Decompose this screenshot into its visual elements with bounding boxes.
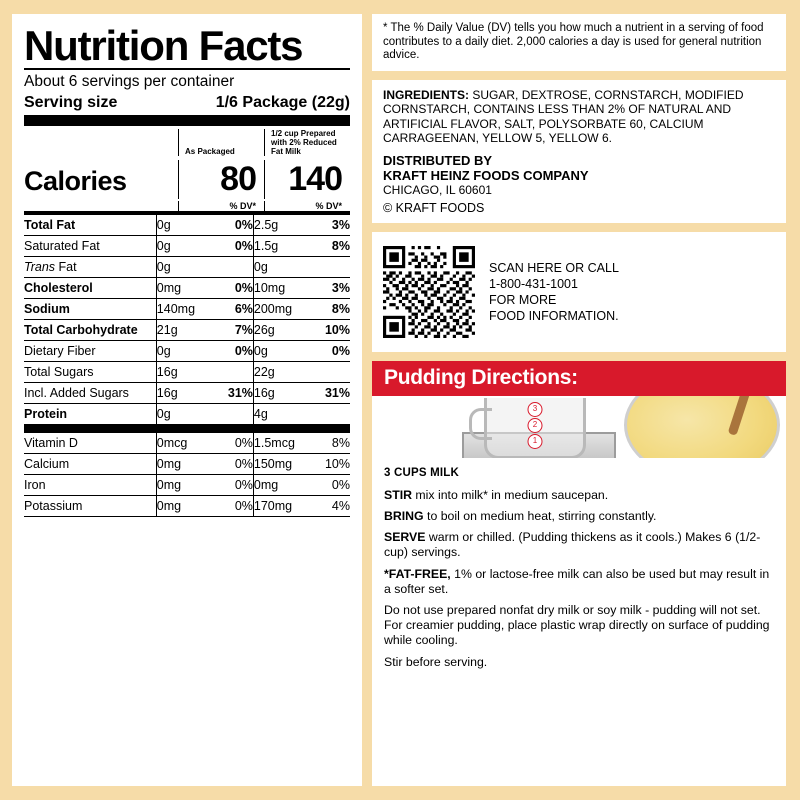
ingredients-heading: INGREDIENTS:: [383, 87, 470, 102]
calories-prepared: 140: [264, 160, 350, 199]
nutrient-value-packaged: 21g: [156, 320, 210, 341]
nutrient-value-prepared: 22g: [253, 362, 312, 383]
direction-step-1: [384, 488, 774, 503]
micronutrient-value-packaged: 0mg: [156, 475, 210, 496]
daily-value-note-box: [372, 14, 786, 71]
table-row: [24, 475, 350, 496]
daily-value-note: * The % Daily Value (DV) tells you how much a nutrient in a serving of food contributes to a daily diet. 2,000 calories a day is used for general nutrition advice.: [383, 22, 764, 61]
nutrient-value-packaged: 0g: [156, 257, 210, 278]
fat-free-note: [384, 567, 774, 597]
pudding-directions-body: [372, 458, 786, 787]
micronutrient-name: Iron: [24, 475, 156, 496]
nutrition-facts-title: Nutrition Facts: [24, 22, 303, 69]
ingredients-body: SUGAR, DEXTROSE, CORNSTARCH, MODIFIED CORNSTARCH, CONTAINS LESS THAN 2% OF NATURAL AND ARTIFICIAL FLAVOR, SALT, POLYSORBATE 60, CALCIUM CARRAGEENAN, YELLOW 5, YELLOW 6.: [383, 87, 744, 145]
nutrient-dv-prepared: 3%: [312, 215, 350, 236]
nutrient-name: Protein: [24, 404, 156, 429]
table-row: [24, 320, 350, 341]
dv-header-col2: % DV*: [264, 201, 350, 211]
step-1-verb: STIR: [384, 487, 413, 502]
nutrient-dv-packaged: [210, 257, 253, 278]
serving-size-value: 1/6 Package (22g): [215, 94, 350, 111]
nutrient-dv-packaged: 0%: [210, 278, 253, 299]
nutrient-name: Trans Fat: [24, 257, 156, 278]
nutrient-value-prepared: 26g: [253, 320, 312, 341]
direction-step-2: [384, 509, 774, 524]
table-row: [24, 215, 350, 236]
micronutrient-value-prepared: 150mg: [253, 454, 312, 475]
nutrient-dv-packaged: 31%: [210, 383, 253, 404]
pudding-bowl-image: [624, 396, 780, 458]
micronutrient-dv-prepared: 10%: [312, 454, 350, 475]
nutrient-dv-prepared: 8%: [312, 299, 350, 320]
step-3-verb: SERVE: [384, 530, 426, 545]
nutrient-value-prepared: 4g: [253, 404, 312, 429]
ingredients-text: [383, 88, 775, 146]
qr-code-icon[interactable]: [383, 246, 475, 338]
nutrient-dv-prepared: 0%: [312, 341, 350, 362]
micronutrient-value-packaged: 0mcg: [156, 429, 210, 454]
nutrient-value-packaged: 0mg: [156, 278, 210, 299]
distributed-by-text: DISTRIBUTED BY: [383, 152, 493, 168]
distributed-by-label: [383, 153, 775, 183]
nutrient-table: [24, 215, 350, 517]
qr-phone-number[interactable]: 1-800-431-1001: [489, 276, 578, 291]
serving-size-row: [24, 94, 350, 112]
additional-note: Do not use prepared nonfat dry milk or soy milk - pudding will not set. For creamier pudding, place plastic wrap directly on surface of pudding while cooling.: [384, 602, 770, 648]
cup-mark-1: 1: [528, 434, 543, 449]
serving-size-label: Serving size: [24, 94, 118, 111]
nutrient-value-packaged: 0g: [156, 341, 210, 362]
company-name: KRAFT HEINZ FOODS COMPANY: [383, 167, 589, 183]
nutrient-dv-packaged: 6%: [210, 299, 253, 320]
calories-row: [24, 160, 350, 199]
nutrient-dv-prepared: 3%: [312, 278, 350, 299]
qr-line-4: FOOD INFORMATION.: [489, 308, 619, 323]
column-header-prepared: 1/2 cup Prepared with 2% Reduced Fat Milk: [264, 129, 350, 156]
nutrient-dv-prepared: [312, 257, 350, 278]
micronutrient-value-packaged: 0mg: [156, 496, 210, 517]
nutrient-name: Total Sugars: [24, 362, 156, 383]
milk-requirement: 3 CUPS MILK: [384, 466, 460, 479]
calories-as-packaged: 80: [178, 160, 264, 199]
brand-copyright: © KRAFT FOODS: [383, 200, 485, 215]
spacer: [24, 129, 178, 156]
dv-header-col1: % DV*: [178, 201, 264, 211]
micronutrient-name: Calcium: [24, 454, 156, 475]
micronutrient-dv-prepared: 0%: [312, 475, 350, 496]
table-row: [24, 404, 350, 429]
qr-line-3: FOR MORE: [489, 292, 557, 307]
micronutrient-name: Vitamin D: [24, 429, 156, 454]
nutrient-value-packaged: 0g: [156, 236, 210, 257]
nutrition-facts-panel: [12, 14, 362, 786]
trans-italic: Trans: [24, 260, 56, 274]
nutrient-value-prepared: 2.5g: [253, 215, 312, 236]
column-headers: [24, 129, 350, 156]
step-1-text: mix into milk* in medium saucepan.: [412, 487, 609, 502]
nutrient-name: Cholesterol: [24, 278, 156, 299]
nutrient-dv-prepared: 10%: [312, 320, 350, 341]
nutrient-name: Incl. Added Sugars: [24, 383, 156, 404]
nutrient-name: Total Carbohydrate: [24, 320, 156, 341]
nutrient-name: Sodium: [24, 299, 156, 320]
nutrient-name: Total Fat: [24, 215, 156, 236]
servings-per-container: About 6 servings per container: [24, 73, 235, 90]
nutrient-dv-prepared: [312, 362, 350, 383]
pudding-illustration: [372, 396, 786, 458]
nutrient-value-packaged: 0g: [156, 215, 210, 236]
spacer: [24, 201, 178, 211]
micronutrient-dv-prepared: 4%: [312, 496, 350, 517]
table-row: [24, 341, 350, 362]
nutrient-dv-packaged: 7%: [210, 320, 253, 341]
nutrient-value-prepared: 0g: [253, 257, 312, 278]
dv-header-row: [24, 201, 350, 211]
nutrient-name: Saturated Fat: [24, 236, 156, 257]
micronutrient-dv-packaged: 0%: [210, 454, 253, 475]
micronutrient-value-prepared: 170mg: [253, 496, 312, 517]
divider-thick: [24, 115, 350, 126]
qr-line-1: SCAN HERE OR CALL: [489, 260, 619, 275]
nutrient-value-prepared: 200mg: [253, 299, 312, 320]
pudding-directions-header: Pudding Directions:: [372, 361, 786, 396]
calories-label: Calories: [24, 166, 127, 196]
nutrient-dv-prepared: 31%: [312, 383, 350, 404]
nutrient-value-packaged: 0g: [156, 404, 210, 429]
table-row: [24, 299, 350, 320]
nutrient-value-packaged: 140mg: [156, 299, 210, 320]
table-row: [24, 257, 350, 278]
nutrient-value-prepared: 10mg: [253, 278, 312, 299]
nutrient-dv-prepared: [312, 404, 350, 429]
nutrient-dv-packaged: [210, 362, 253, 383]
nutrient-dv-packaged: [210, 404, 253, 429]
qr-instructions: [489, 260, 619, 324]
micronutrient-value-prepared: 1.5mcg: [253, 429, 312, 454]
step-2-text: to boil on medium heat, stirring constantly.: [423, 508, 657, 523]
right-column: [372, 14, 786, 786]
nutrient-value-prepared: 0g: [253, 341, 312, 362]
micronutrient-value-packaged: 0mg: [156, 454, 210, 475]
fat-free-text: 1% or lactose-free milk can also be used but may result in a softer set.: [384, 566, 770, 596]
nutrient-value-prepared: 16g: [253, 383, 312, 404]
company-city: CHICAGO, IL 60601: [383, 182, 492, 197]
micronutrient-dv-prepared: 8%: [312, 429, 350, 454]
direction-step-3: [384, 530, 774, 560]
nutrient-dv-packaged: 0%: [210, 236, 253, 257]
column-header-as-packaged: As Packaged: [178, 129, 264, 156]
micronutrient-dv-packaged: 0%: [210, 429, 253, 454]
nutrient-name: Dietary Fiber: [24, 341, 156, 362]
micronutrient-value-prepared: 0mg: [253, 475, 312, 496]
cup-mark-2: 2: [528, 418, 543, 433]
stir-note: Stir before serving.: [384, 654, 488, 669]
table-row: [24, 278, 350, 299]
measuring-cup-image: [484, 398, 586, 458]
micronutrient-dv-packaged: 0%: [210, 475, 253, 496]
step-3-text: warm or chilled. (Pudding thickens as it cools.) Makes 6 (1/2-cup) servings.: [384, 530, 761, 560]
nutrient-dv-packaged: 0%: [210, 341, 253, 362]
nutrient-value-packaged: 16g: [156, 383, 210, 404]
micronutrient-dv-packaged: 0%: [210, 496, 253, 517]
micronutrient-name: Potassium: [24, 496, 156, 517]
fat-free-label: *FAT-FREE,: [384, 566, 451, 581]
table-row: [24, 383, 350, 404]
nutrient-dv-prepared: 8%: [312, 236, 350, 257]
cup-mark-3: 3: [528, 402, 543, 417]
nutrient-value-packaged: 16g: [156, 362, 210, 383]
table-row: [24, 429, 350, 454]
table-row: [24, 362, 350, 383]
qr-code-box: [372, 232, 786, 352]
step-2-verb: BRING: [384, 508, 424, 523]
table-row: [24, 454, 350, 475]
nutrient-value-prepared: 1.5g: [253, 236, 312, 257]
table-row: [24, 496, 350, 517]
measuring-cup-handle: [469, 408, 492, 440]
pudding-directions-panel: [372, 361, 786, 787]
nutrient-dv-packaged: 0%: [210, 215, 253, 236]
ingredients-box: [372, 80, 786, 223]
table-row: [24, 236, 350, 257]
